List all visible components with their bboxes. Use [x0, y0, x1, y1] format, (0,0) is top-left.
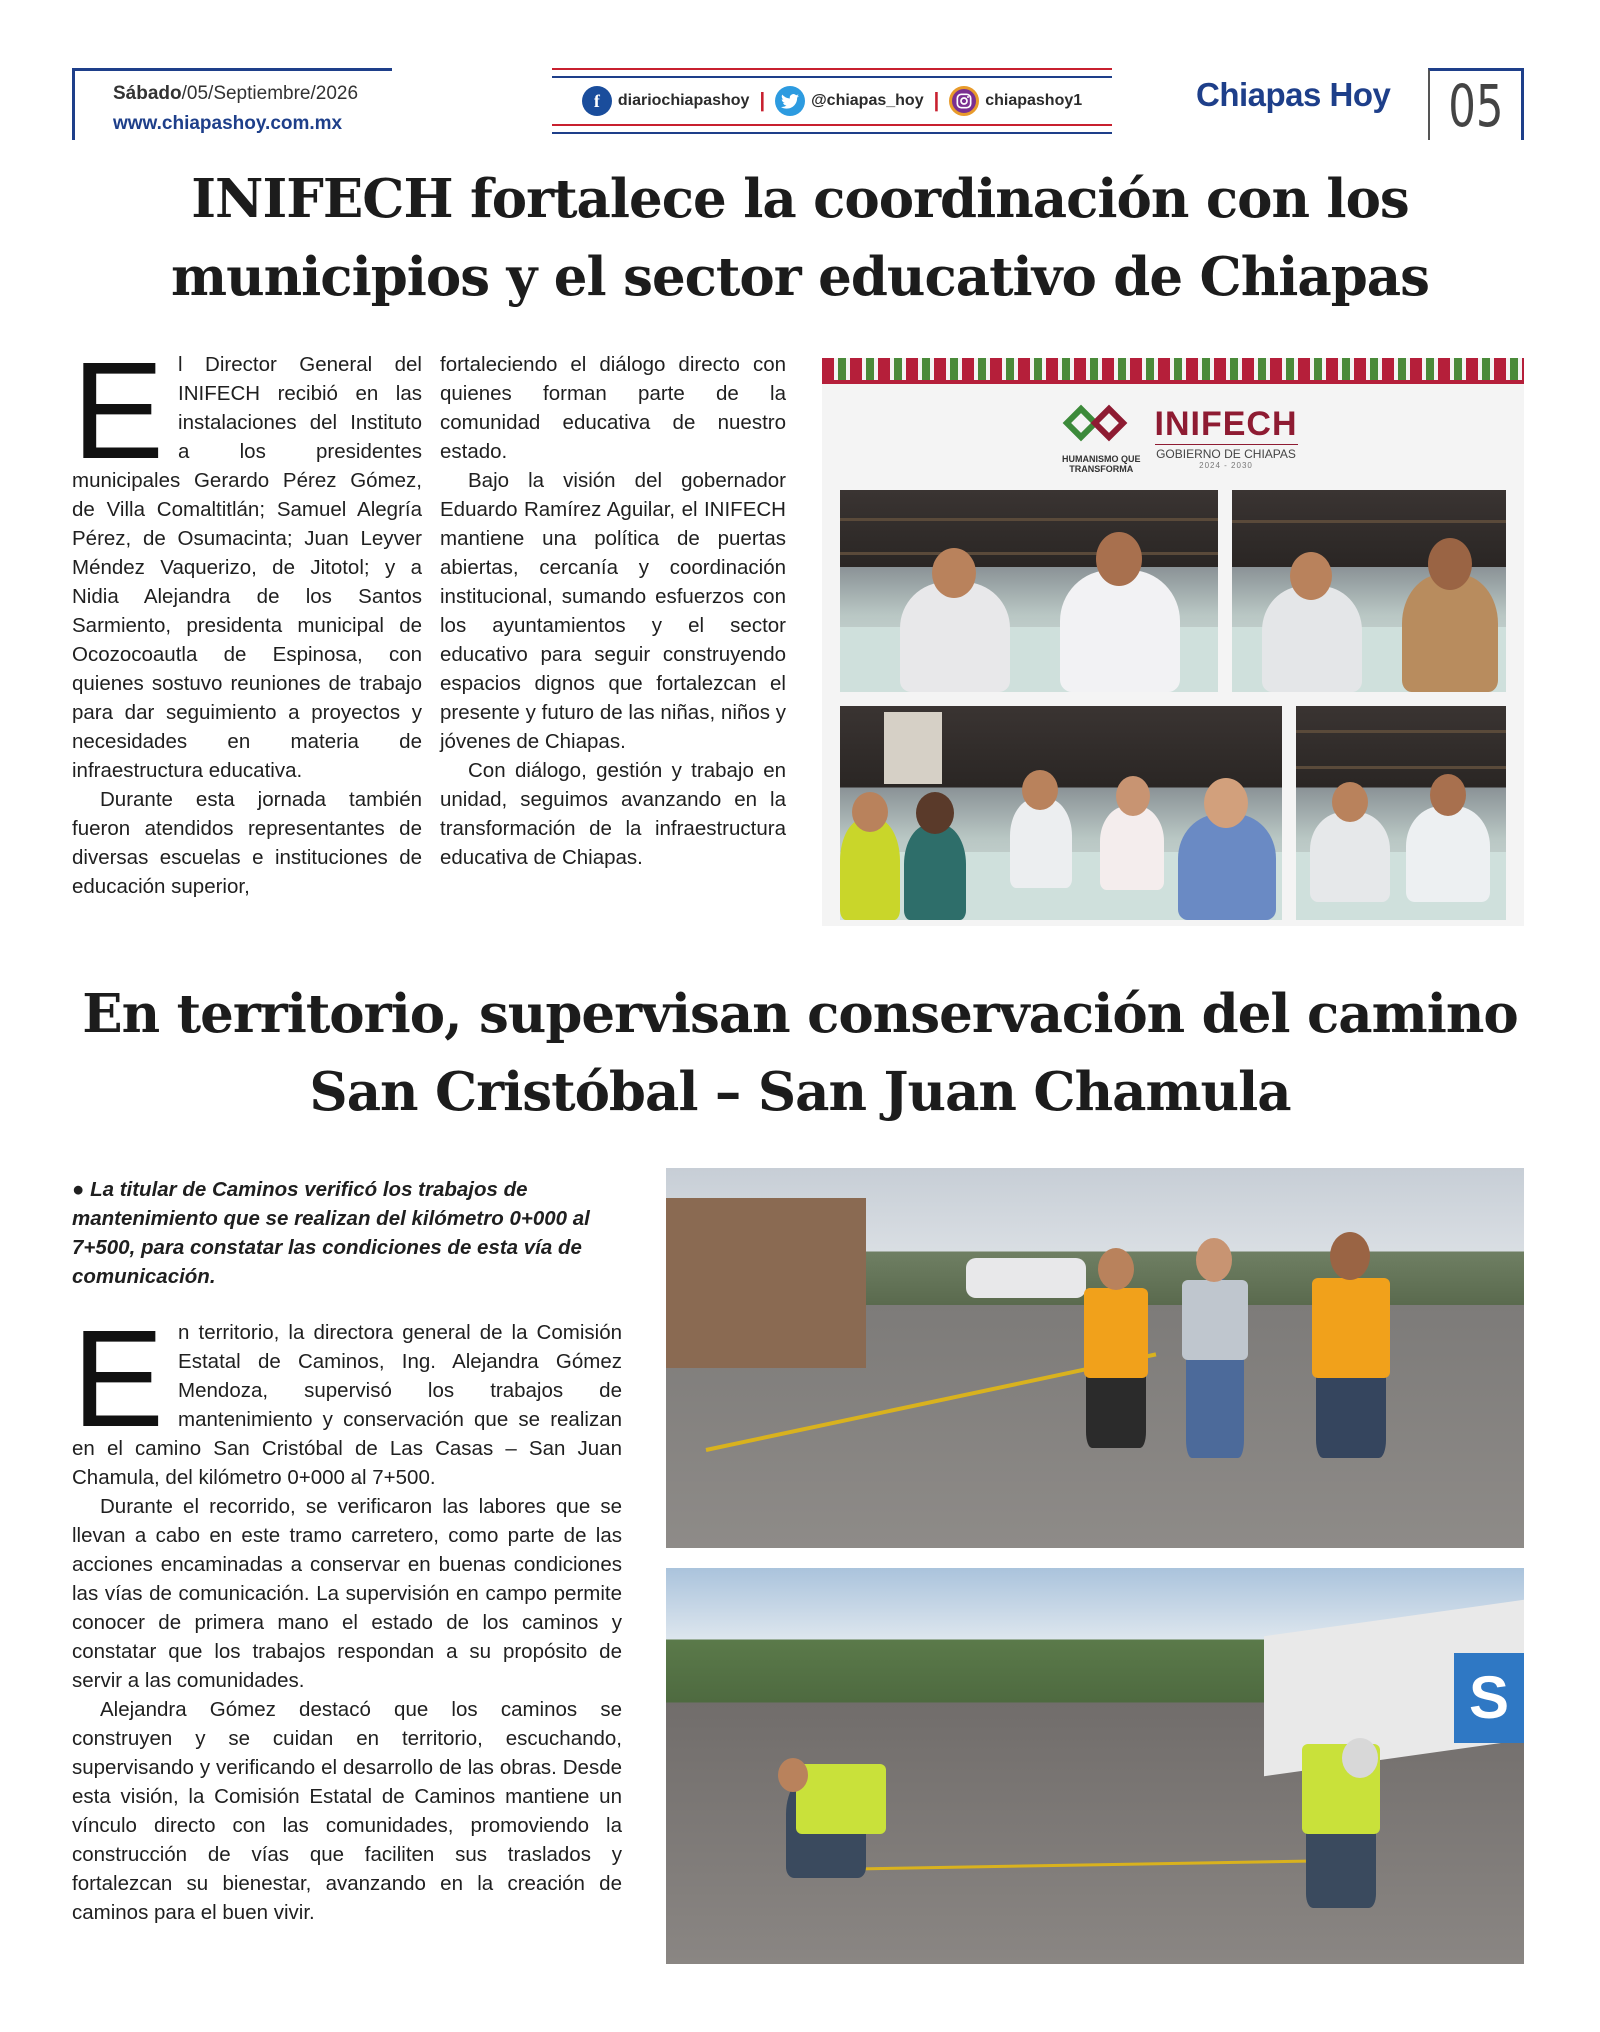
- meeting-photo-4: [1296, 706, 1506, 920]
- article2-paragraph: [72, 1302, 622, 1492]
- meeting-photo-3: [840, 706, 1282, 920]
- issue-day: Sábado: [113, 83, 182, 104]
- meeting-photo-1: [840, 490, 1218, 692]
- article1-p4: Bajo la visión del gobernador Eduardo Ramírez Aguilar, el INIFECH mantiene una política de puertas abiertas, cercanía y coordinación institucional, sumando esfuerzos con los ayuntamientos y el sector educativo para seguir construyendo espacios dignos que fortalezcan el presente y futuro de las niñas, niños y jóvenes de Chiapas.: [440, 469, 786, 753]
- issue-date-rest: /05/Septiembre/2026: [181, 83, 359, 104]
- issue-date: [113, 83, 392, 105]
- twitter-icon: [775, 86, 805, 116]
- instagram-handle: chiapashoy1: [985, 92, 1083, 109]
- page-number-box: [1428, 68, 1524, 140]
- inifech-logo: [1062, 400, 1298, 474]
- article2-headline: En territorio, supervisan conservación del camino San Cristóbal – San Juan Chamula: [82, 983, 1518, 1123]
- road-measurement-photo: [666, 1568, 1524, 1964]
- article2-p3: Alejandra Gómez destacó que los caminos se construyen y se cuidan en territorio, escuchando, supervisando y verificando el desarrollo de las obras. Desde esta visión, la Comisión Estatal de Caminos mantiene un vínculo directo con las comunidades, promoviendo la construcción de vías que faciliten sus traslados y fortalezcan su bienestar, avanzando en la creación de caminos para el buen vivir.: [72, 1698, 622, 1924]
- page-number: 05: [1447, 71, 1504, 140]
- facebook-icon: f: [582, 86, 612, 116]
- masthead-date-block: [72, 68, 392, 140]
- logo-text-block: [1155, 405, 1298, 470]
- section-name: Chiapas Hoy: [1196, 76, 1391, 113]
- meeting-photo-2: [1232, 490, 1506, 692]
- lead-text: La titular de Caminos verificó los trabajos de mantenimiento que se realizan del kilómetro 0+000 al 7+500, para constatar las condiciones de esta vía de comunicación.: [72, 1178, 590, 1288]
- social-divider: |: [759, 89, 766, 112]
- logo-government: GOBIERNO DE CHIAPAS: [1155, 444, 1298, 461]
- inifech-photo-collage: [822, 358, 1524, 926]
- logo-emblem-block: [1062, 400, 1141, 474]
- facebook-handle: diariochiapashoy: [617, 92, 750, 109]
- twitter-link[interactable]: [775, 86, 924, 116]
- article2-p2: Durante el recorrido, se verificaron las labores que se llevan a cabo en este tramo carretero, como parte de las acciones encaminadas a conservar en buenas condiciones las vías de comunicación. La supervisión en campo permite conocer de primera mano el estado de los caminos y constatar que los trabajos respondan a su propósito de servir a las comunidades.: [72, 1495, 622, 1692]
- website-link[interactable]: www.chiapashoy.com.mx: [113, 113, 343, 134]
- article1-headline: INIFECH fortalece la coordinación con los municipios y el sector educativo de Chiapas: [171, 168, 1429, 308]
- article1-column-2: [440, 350, 786, 872]
- logo-name: INIFECH: [1154, 404, 1298, 443]
- instagram-link[interactable]: [949, 86, 1082, 116]
- article2-lead: [72, 1175, 610, 1291]
- article1-dropcap: E: [72, 334, 165, 488]
- article1-column-1: [72, 334, 422, 901]
- road-supervision-photo: [666, 1168, 1524, 1548]
- facebook-link[interactable]: [582, 86, 750, 116]
- article2-column: [72, 1302, 622, 1927]
- decorative-pattern: [822, 358, 1524, 380]
- wall-painted-letter: S: [1454, 1653, 1524, 1743]
- logo-years: 2024 - 2030: [1199, 460, 1253, 470]
- article1-p5: Con diálogo, gestión y trabajo en unidad, seguimos avanzando en la transformación de la infraestructura educativa de Chiapas.: [440, 759, 786, 869]
- decorative-stripe: [822, 380, 1524, 384]
- article1-p1: l Director General del INIFECH recibió en las instalaciones del Instituto a los presidentes municipales Gerardo Pérez Gómez, de Villa Comaltitlán; Samuel Alegría Pérez, de Osumacinta; Juan Leyver Méndez Vaquerizo, de Jitotol; y a Nidia Alejandra de los Santos Sarmiento, presidenta municipal de Ocozocoautla de Espinosa, con quienes sostuvo reuniones de trabajo para dar seguimiento a proyectos y necesidades en materia de infraestructura educativa.: [72, 353, 422, 782]
- section-header: [1196, 68, 1526, 140]
- article1-p2: Durante esta jornada también fueron atendidos representantes de diversas escuelas e instituciones de educación superior,: [72, 788, 422, 898]
- twitter-handle: @chiapas_hoy: [811, 92, 924, 109]
- article2-p1: n territorio, la directora general de la Comisión Estatal de Caminos, Ing. Alejandra Gómez Mendoza, supervisó los trabajos de mantenimiento y conservación que se realizan en el camino San Cristóbal de Las Casas – San Juan Chamula, del kilómetro 0+000 al 7+500.: [72, 1321, 622, 1489]
- social-bar: [552, 68, 1112, 134]
- social-divider: |: [933, 89, 940, 112]
- article1-p3: fortaleciendo el diálogo directo con quienes forman parte de la comunidad educativa de nuestro estado.: [440, 353, 786, 463]
- logo-tagline: [1062, 454, 1141, 474]
- article2-dropcap: E: [72, 1302, 165, 1456]
- instagram-icon: [949, 86, 979, 116]
- logo-emblem-icon: [1062, 400, 1132, 454]
- lead-bullet: ●: [72, 1178, 85, 1201]
- article1-paragraph: [72, 334, 422, 785]
- logo-tagline-line2: TRANSFORMA: [1069, 464, 1134, 474]
- logo-tagline-line1: HUMANISMO QUE: [1062, 454, 1141, 464]
